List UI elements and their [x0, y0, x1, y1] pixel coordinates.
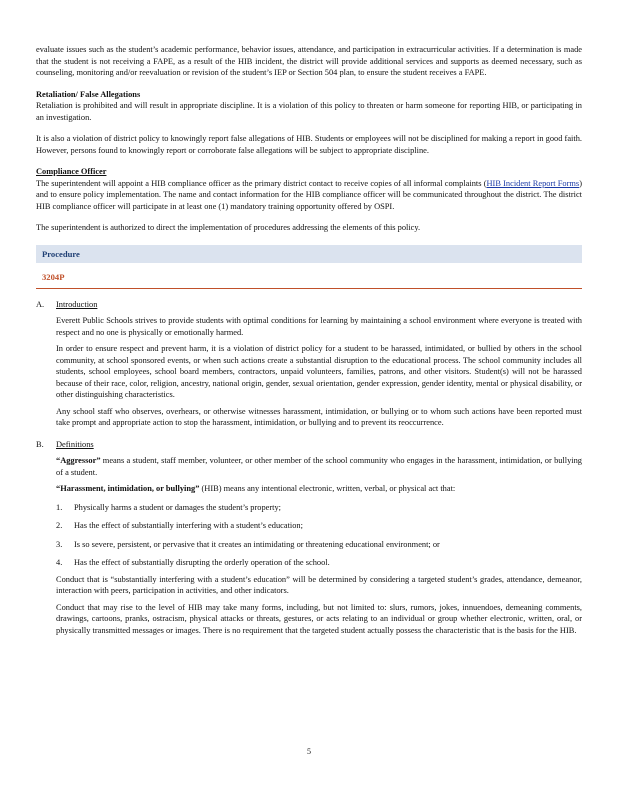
- compliance-heading-text: Compliance Officer: [36, 167, 107, 176]
- intro-p2: In order to ensure respect and prevent harm, it is a violation of district policy for a student to be harassed, intimidated, or bullied by others in the school community, at school sponsored events, or when such actions create a substantial disruption to the educational process. The school community includes all students, school employees, school board members, contractors, unpaid volunteers, families, patrons, and other visitors. Student(s) will not be harassed because of their race, color, religion, ancestry, national origin, gender, sexual orientation, gender expression, gender identity, mental or physical disability, or other distinguishing characteristics.: [56, 344, 582, 399]
- aggressor-def: means a student, staff member, volunteer, or other member of the school community who engages in the harassment, intimidation, or bullying of a student.: [56, 456, 582, 477]
- list-item-number: 2.: [56, 521, 63, 530]
- list-item: [56, 557, 582, 569]
- hib-term: “Harassment, intimidation, or bullying”: [56, 484, 200, 493]
- retaliation-paragraph: Retaliation is prohibited and will result in appropriate discipline. It is a violation of this policy to threaten or harm someone for reporting HIB, or participating in an investigation.: [36, 101, 582, 122]
- page-number: 5: [307, 747, 311, 756]
- section-a-title: Introduction: [56, 299, 98, 309]
- intro-p3: Any school staff who observes, overhears, or otherwise witnesses harassment, intimidation, or bullying or to whom such actions have been reported must take prompt and appropriate action to stop the harassment, intimidation, or bullying and to prevent its reoccurrence.: [56, 406, 582, 427]
- compliance-paragraph: [36, 178, 582, 213]
- section-b-heading: [36, 439, 582, 451]
- list-item: [56, 520, 582, 532]
- retaliation-heading: [36, 89, 582, 101]
- list-item-number: 1.: [56, 502, 63, 512]
- procedure-label: Procedure: [42, 248, 80, 259]
- divider: [36, 288, 582, 289]
- conduct-paragraph: Conduct that is “substantially interfering with a student’s education” will be determined by considering a targeted student’s grades, attendance, demeanor, interaction with peers, participation in activities, and other indicators.: [56, 574, 582, 595]
- policy-number: 3204P: [42, 271, 65, 282]
- section-b-letter: B.: [36, 439, 44, 449]
- compliance-text-a: The superintendent will appoint a HIB compliance officer as the primary district contact to receive copies of all informal complaints (: [36, 178, 487, 188]
- forms-paragraph: Conduct that may rise to the level of HIB may take many forms, including, but not limited to: slurs, rumors, jokes, innuendoes, demeaning comments, drawings, cartoons, pranks, ostracism, physical attacks or threats, gestures, or acts relating to an individual or group whether electronic, written, oral, or physically transmitted messages or images. There is no requirement that the targeted student actually possess the characteristic that is the basis for the HIB.: [56, 602, 582, 635]
- list-item: [56, 539, 582, 551]
- list-item: [56, 502, 582, 514]
- aggressor-term: “Aggressor”: [56, 456, 101, 465]
- document-page: [36, 44, 582, 636]
- retaliation-heading-text: Retaliation/ False Allegations: [36, 89, 141, 99]
- list-item-text: Has the effect of substantially interfering with a student’s education;: [74, 521, 303, 530]
- intro-paragraph: evaluate issues such as the student’s academic performance, behavior issues, attendance, and participation in extracurricular activities. If a determination is made that the student is not receiving a FAPE, as a result of the HIB incident, the district will provide additional services and supports as deemed necessary, such as counseling, monitoring and/or reevaluation or revision of the student’s IEP or Section 504 plan, to ensure the student receives a FAPE.: [36, 45, 582, 77]
- list-item-number: 4.: [56, 558, 63, 567]
- procedure-bar: [36, 245, 582, 263]
- list-item-text: Has the effect of substantially disrupting the orderly operation of the school.: [74, 558, 330, 567]
- section-b-title: Definitions: [56, 439, 94, 449]
- hib-def: (HIB) means any intentional electronic, written, verbal, or physical act that:: [199, 484, 456, 493]
- section-a-heading: [36, 299, 582, 311]
- superintendent-paragraph: The superintendent is authorized to direct the implementation of procedures addressing the elements of this policy.: [36, 223, 421, 232]
- aggressor-definition: [56, 455, 582, 478]
- list-item-text: Physically harms a student or damages the student’s property;: [74, 502, 282, 512]
- compliance-text-b: ) and to ensure policy implementation. The name and contact information for the HIB compliance officer will be communicated throughout the district. The district HIB compliance officer will participate in at least one (1) mandatory training opportunity offered by OSPI.: [36, 178, 582, 211]
- false-allegations-paragraph: It is also a violation of district policy to knowingly report false allegations of HIB. Students or employees will not be disciplined for making a report in good faith. However, persons found to knowingly report or corroborate false allegations will be subject to appropriate discipline.: [36, 134, 582, 155]
- hib-definition: [56, 483, 582, 495]
- list-item-text: Is so severe, persistent, or pervasive that it creates an intimidating or threatening educational environment; or: [74, 539, 440, 549]
- section-a-letter: A.: [36, 299, 45, 309]
- compliance-heading: [36, 166, 582, 178]
- list-item-number: 3.: [56, 539, 63, 549]
- intro-p1: Everett Public Schools strives to provide students with optimal conditions for learning by maintaining a school environment where everyone is treated with respect and no one is physically or emotionally harmed.: [56, 316, 582, 337]
- hib-incident-report-forms-link[interactable]: HIB Incident Report Forms: [486, 178, 580, 188]
